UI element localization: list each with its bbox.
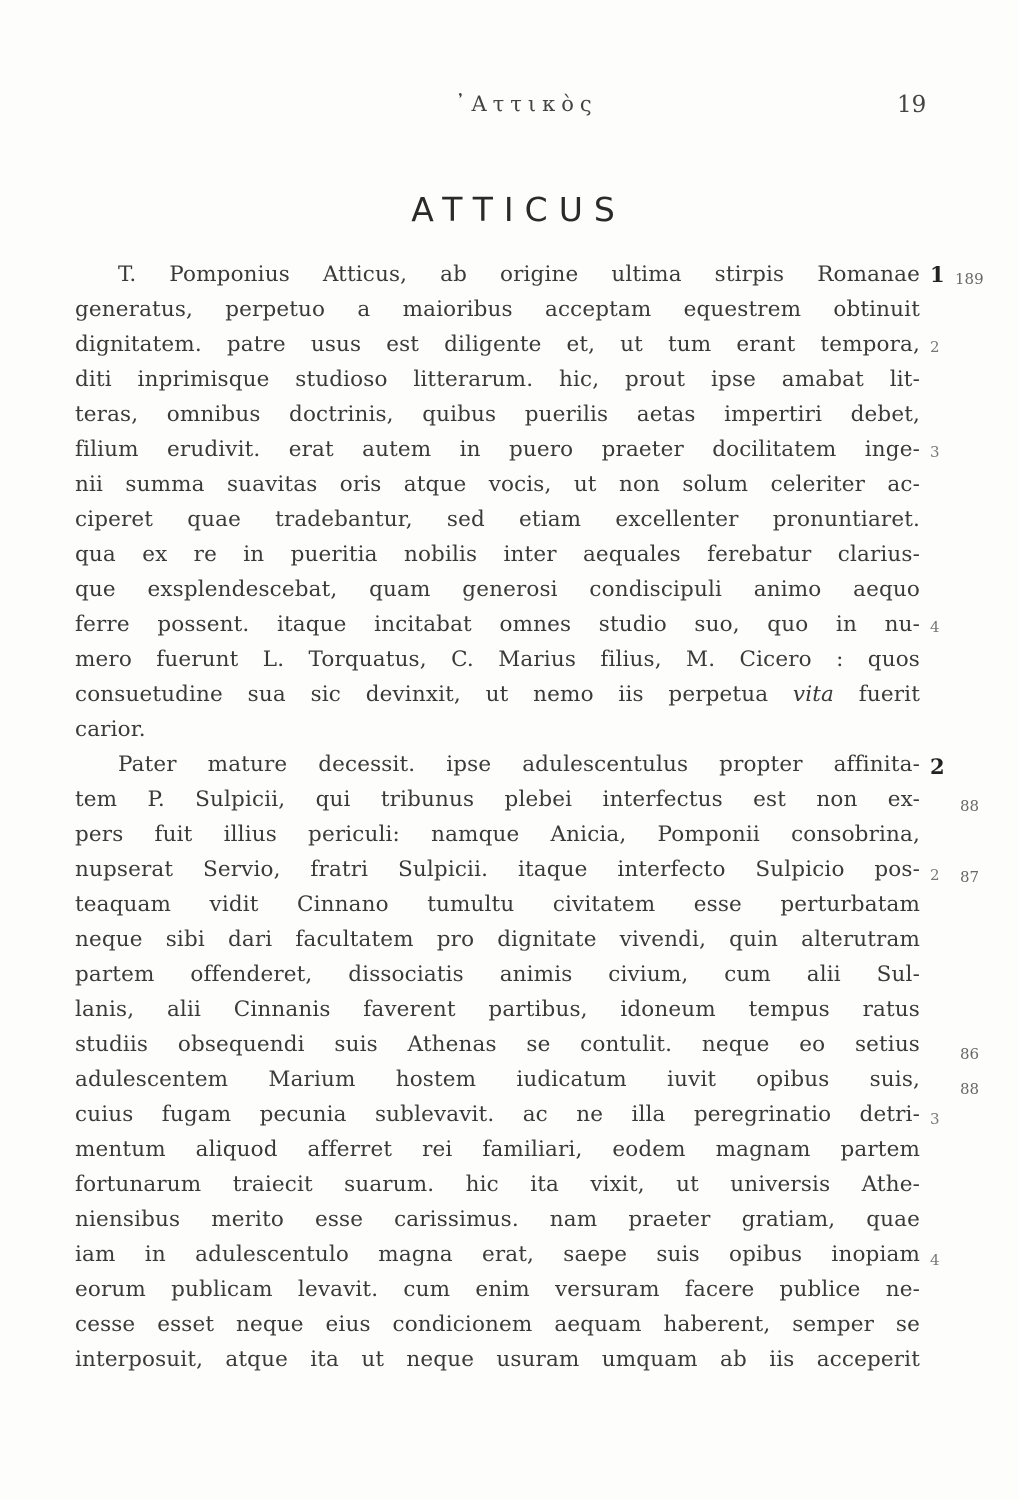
text-line: generatus, perpetuo a maioribus acceptam equestrem obtinuit (75, 297, 920, 322)
text-line: adulescentem Marium hostem iudicatum iuvit opibus suis, (75, 1067, 920, 1092)
text-line: Pater mature decessit. ipse adulescentulus propter affinita- (118, 752, 920, 777)
text-line: ferre possent. itaque incitabat omnes studio suo, quo in nu- (75, 612, 920, 637)
text-line: neque sibi dari facultatem pro dignitate vivendi, quin alterutram (75, 927, 920, 952)
year-note: 88 (960, 797, 980, 815)
text-line: partem offenderet, dissociatis animis civium, cum alii Sul- (75, 962, 920, 987)
section-number: 4 (930, 618, 940, 636)
chapter-number: 2 (930, 754, 945, 779)
text-line: tem P. Sulpicii, qui tribunus plebei interfectus est non ex- (75, 787, 920, 812)
year-note: 189 (955, 270, 984, 288)
text-segment: consuetudine sua sic devinxit, ut nemo iis perpetua (75, 682, 769, 707)
text-line: nii summa suavitas oris atque vocis, ut non solum celeriter ac- (75, 472, 920, 497)
italic-word: vita (792, 682, 835, 707)
text-line: diti inprimisque studioso litterarum. hic, prout ipse amabat lit- (75, 367, 920, 392)
text-line: lanis, alii Cinnanis faverent partibus, idoneum tempus ratus (75, 997, 920, 1022)
year-note: 86 (960, 1045, 980, 1063)
text-line: carior. (75, 717, 146, 742)
section-number: 4 (930, 1251, 940, 1269)
section-number: 3 (930, 443, 940, 461)
text-line: qua ex re in pueritia nobilis inter aequales ferebatur clarius- (75, 542, 920, 567)
text-line: T. Pomponius Atticus, ab origine ultima stirpis Romanae (118, 262, 920, 287)
text-line: teras, omnibus doctrinis, quibus puerilis aetas impertiri debet, (75, 402, 920, 427)
text-line: cesse esset neque eius condicionem aequam haberent, semper se (75, 1312, 920, 1337)
text-line: nupserat Servio, fratri Sulpicii. itaque interfecto Sulpicio pos- (75, 857, 920, 882)
text-line: ciperet quae tradebantur, sed etiam excellenter pronuntiaret. (75, 507, 920, 532)
year-note: 88 (960, 1080, 980, 1098)
text-segment: fuerit (858, 682, 920, 707)
text-line: interposuit, atque ita ut neque usuram umquam ab iis acceperit (75, 1347, 920, 1372)
section-number: 2 (930, 866, 940, 884)
text-line: que exsplendescebat, quam generosi condiscipuli animo aequo (75, 577, 920, 602)
text-line: filium erudivit. erat autem in puero praeter docilitatem inge- (75, 437, 920, 462)
chapter-title: ATTICUS (411, 190, 626, 229)
text-line: iam in adulescentulo magna erat, saepe suis opibus inopiam (75, 1242, 920, 1267)
chapter-number: 1 (930, 262, 945, 287)
text-line: mentum aliquod afferret rei familiari, eodem magnam partem (75, 1137, 920, 1162)
text-line: niensibus merito esse carissimus. nam praeter gratiam, quae (75, 1207, 920, 1232)
page-number: 19 (897, 92, 927, 118)
running-head (0, 92, 1019, 122)
year-note: 87 (960, 868, 980, 886)
text-line: mero fuerunt L. Torquatus, C. Marius filius, M. Cicero : quos (75, 647, 920, 672)
text-line: studiis obsequendi suis Athenas se contulit. neque eo setius (75, 1032, 920, 1057)
text-line: fortunarum traiecit suarum. hic ita vixit, ut universis Athe- (75, 1172, 920, 1197)
text-line: pers fuit illius periculi: namque Anicia, Pomponii consobrina, (75, 822, 920, 847)
running-title: ᾿Αττικὸς (455, 92, 598, 116)
text-line: cuius fugam pecunia sublevavit. ac ne illa peregrinatio detri- (75, 1102, 920, 1127)
text-line: eorum publicam levavit. cum enim versuram facere publice ne- (75, 1277, 920, 1302)
section-number: 3 (930, 1110, 940, 1128)
text-line (75, 678, 920, 712)
section-number: 2 (930, 338, 940, 356)
text-line: dignitatem. patre usus est diligente et, ut tum erant tempora, (75, 332, 920, 357)
text-line: teaquam vidit Cinnano tumultu civitatem esse perturbatam (75, 892, 920, 917)
